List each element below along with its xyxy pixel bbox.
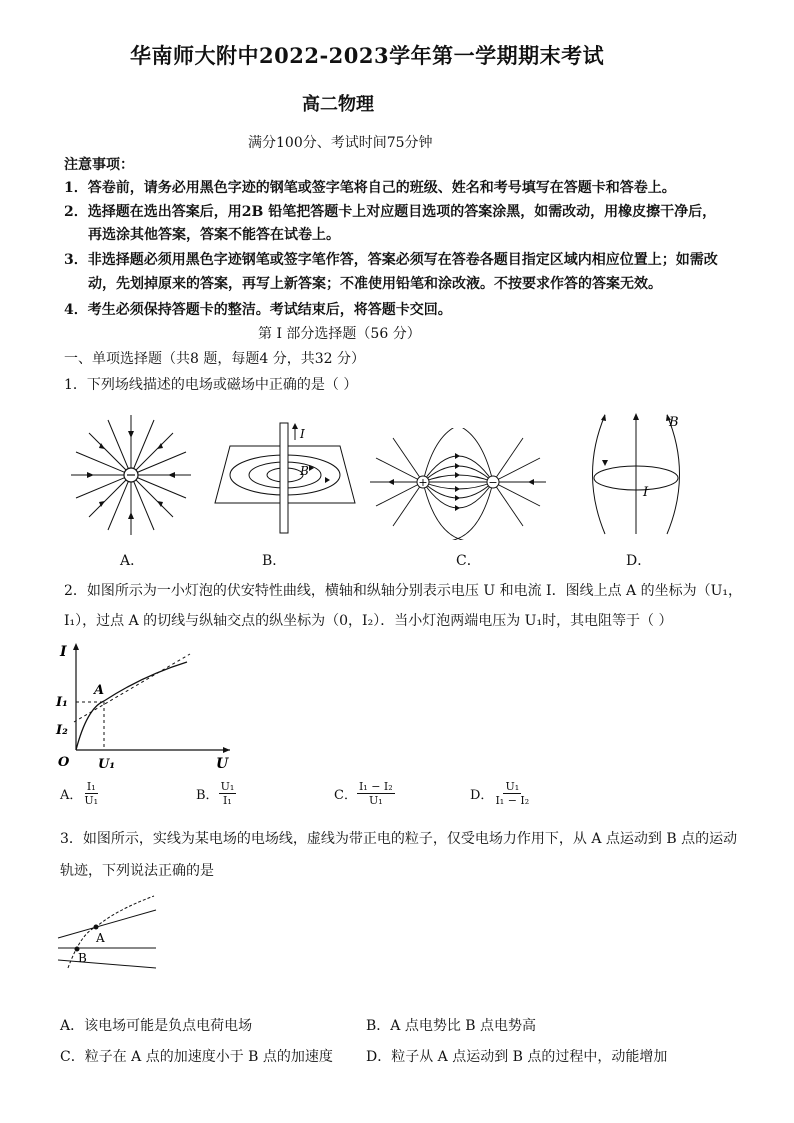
q2-option-b-num: U₁ — [220, 780, 235, 793]
q1-b-current-label: I — [300, 427, 305, 441]
graph-x-label: U — [216, 756, 229, 772]
graph-origin-label: O — [58, 755, 70, 770]
q2-option-d-den: I₁ − I₂ — [495, 794, 530, 807]
q2-option-c-den: U₁ — [368, 794, 383, 807]
exam-title: 华南师大附中2022-2023学年第一学期期末考试 — [130, 43, 605, 68]
notice-item-3: 3．非选择题必须用黑色字迹钢笔或签字笔作答，答案必须写在答卷各题目指定区域内相应位置上；如需改 — [64, 252, 718, 268]
q1-label-a: A． — [120, 553, 145, 569]
q3-option-d: D．粒子从 A 点运动到 B 点的过程中，动能增加 — [366, 1049, 668, 1065]
q2-option-d — [470, 780, 531, 807]
q1-figure-d — [585, 410, 690, 538]
q1-label-c: C． — [456, 553, 481, 569]
q1-b-field-label: B — [300, 464, 309, 478]
q2-option-a-label: A． — [60, 788, 83, 803]
q1-c-minus-label: − — [488, 476, 498, 489]
q2-stem-line2: I₁），过点 A 的切线与纵轴交点的纵坐标为（0，I₂）．当小灯泡两端电压为 U₁时，其电阻等于（ ） — [64, 613, 673, 629]
q3-option-c: C．粒子在 A 点的加速度小于 B 点的加速度 — [60, 1049, 333, 1065]
q2-option-a-num: I₁ — [86, 780, 96, 793]
tangent-line — [74, 654, 190, 722]
q1-d-current-label: I — [643, 485, 649, 500]
q2-stem-line1: 2．如图所示为一小灯泡的伏安特性曲线，横轴和纵轴分别表示电压 U 和电流 I．图线上点 A 的坐标为（U₁， — [64, 583, 743, 599]
graph-i2-label: I₂ — [56, 723, 68, 738]
notice-item-3-cont: 动，先划掉原来的答案，再写上新答案；不准使用铅笔和涂改液。不按要求作答的答案无效。 — [88, 276, 662, 292]
notice-item-4: 4．考生必须保持答题卡的整洁。考试结束后，将答题卡交回。 — [64, 302, 452, 318]
q1-stem: 1．下列场线描述的电场或磁场中正确的是（ ） — [64, 377, 358, 393]
notice-item-1: 1．答卷前，请务必用黑色字迹的钢笔或签字笔将自己的班级、姓名和考号填写在答题卡和答卷上。 — [64, 180, 676, 196]
q3-stem-line2: 轨迹，下列说法正确的是 — [60, 863, 214, 879]
q2-option-a — [60, 780, 100, 807]
notice-item-2-cont: 再选涂其他答案，答案不能答在试卷上。 — [88, 227, 340, 243]
q3-option-b: B．A 点电势比 B 点电势高 — [366, 1018, 537, 1034]
q3-point-b-label: B — [78, 951, 87, 965]
q2-option-c — [334, 780, 395, 807]
notice-heading: 注意事项： — [64, 157, 134, 173]
q3-field-figure — [56, 888, 216, 970]
q2-iv-graph — [52, 640, 242, 775]
q2-option-c-label: C． — [334, 788, 357, 803]
graph-i1-label: I₁ — [56, 695, 68, 710]
q2-option-b-label: B． — [196, 788, 219, 803]
score-time-info: 满分100分、考试时间75分钟 — [248, 135, 433, 151]
iv-curve — [76, 662, 187, 750]
q3-stem-line1: 3．如图所示，实线为某电场的电场线，虚线为带正电的粒子，仅受电场力作用下，从 A 点运动到 B 点的运动 — [60, 831, 738, 847]
q2-option-c-num: I₁ − I₂ — [358, 780, 393, 793]
q1-c-plus-label: + — [418, 476, 428, 489]
q1-label-b: B． — [262, 553, 287, 569]
q2-option-b-den: I₁ — [223, 794, 232, 807]
q1-figure-a — [70, 410, 192, 540]
notice-item-2: 2．选择题在选出答案后，用2B 铅笔把答题卡上对应题目选项的答案涂黑，如需改动，用橡皮擦干净后， — [64, 204, 717, 220]
q1-figure-b — [210, 418, 360, 540]
graph-u1-label: U₁ — [98, 757, 116, 772]
q1-d-field-label: B — [669, 415, 679, 430]
subsection-title: 一、单项选择题（共8 题，每题4 分，共32 分） — [64, 351, 365, 367]
q2-option-b — [196, 780, 236, 807]
q1-figure-c — [368, 428, 548, 540]
q1-label-d: D． — [626, 553, 652, 569]
part-title: 第 I 部分选择题（56 分） — [258, 326, 421, 342]
graph-point-a-label: A — [94, 683, 105, 698]
graph-y-label: I — [60, 644, 67, 660]
q3-point-a-label: A — [96, 931, 105, 945]
subject-title: 高二物理 — [302, 94, 374, 115]
q2-option-a-den: U₁ — [84, 794, 99, 807]
q2-option-d-label: D． — [470, 788, 494, 803]
q2-option-d-num: U₁ — [505, 780, 520, 793]
q3-option-a: A．该电场可能是负点电荷电场 — [60, 1018, 253, 1034]
